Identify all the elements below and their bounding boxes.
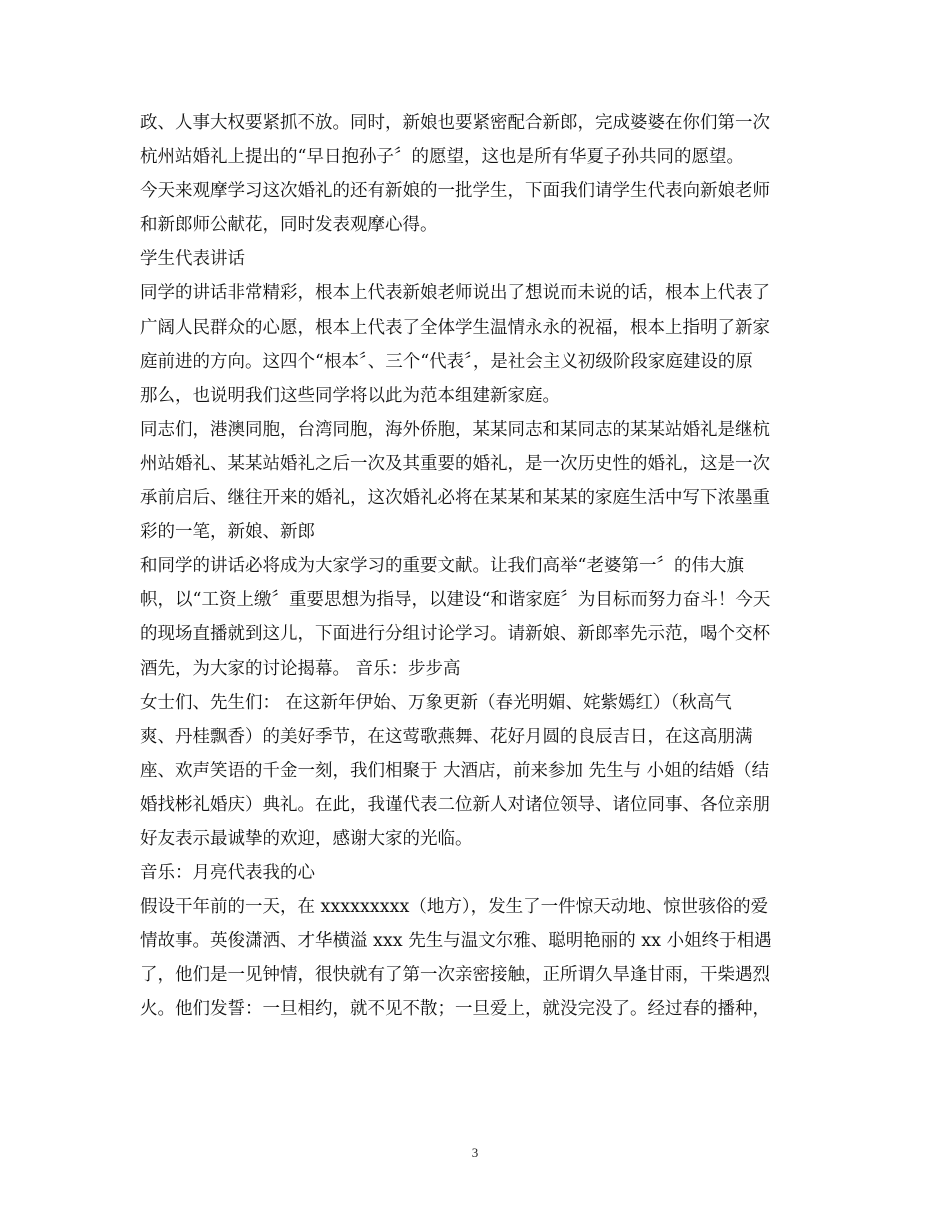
text-line: 和新郎师公献花，同时发表观摩心得。: [140, 215, 438, 236]
body-text: [140, 106, 830, 1027]
text-line: 广阔人民群众的心愿，根本上代表了全体学生温情永永的祝福，根本上指明了新家: [140, 317, 770, 338]
text-line: 爽、丹桂飘香）的美好季节，在这莺歌燕舞、花好月圆的良辰吉日，在这高朋满: [140, 726, 753, 747]
text-line: 同学的讲话非常精彩，根本上代表新娘老师说出了想说而未说的话，根本上代表了: [140, 283, 770, 304]
text-line: 了，他们是一见钟情，很快就有了第一次亲密接触，正所谓久旱逢甘雨，干柴遇烈: [140, 965, 770, 986]
text-line: 婚找彬礼婚庆）典礼。在此，我谨代表二位新人对诸位领导、诸位同事、各位亲朋: [140, 794, 770, 815]
text-line: 政、人事大权要紧抓不放。同时，新娘也要紧密配合新郎，完成婆婆在你们第一次: [140, 113, 770, 133]
text-line: 火。他们发誓：一旦相约，就不见不散；一旦爱上，就没完没了。经过春的播种，: [140, 999, 770, 1020]
text-line: 女士们、先生们： 在这新年伊始、万象更新（春光明媚、姹紫嫣红）（秋高气: [140, 692, 732, 713]
text-line: 帜，以“工资上缴〞重要思想为指导，以建设“和谐家庭〞为目标而努力奋斗！今天: [140, 590, 771, 611]
text-line: 的现场直播就到这儿，下面进行分组讨论学习。请新娘、新郎率先示范，喝个交杯: [140, 624, 770, 645]
text-line: 座、欢声笑语的千金一刻，我们相聚于 大酒店，前来参加 先生与 小姐的结婚（结: [140, 760, 770, 781]
text-line: 好友表示最诚挚的欢迎，感谢大家的光临。: [140, 828, 473, 849]
text-line: 同志们，港澳同胞，台湾同胞，海外侨胞，某某同志和某同志的某某站婚礼是继杭: [140, 419, 770, 440]
text-line: 和同学的讲话必将成为大家学习的重要文献。让我们高举“老婆第一〞的伟大旗: [140, 556, 744, 577]
text-line: 今天来观摩学习这次婚礼的还有新娘的一批学生，下面我们请学生代表向新娘老师: [140, 181, 770, 202]
text-line: 杭州站婚礼上提出的“早日抱孙子〞的愿望，这也是所有华夏子孙共同的愿望。: [140, 147, 744, 168]
page-number: 3: [471, 1145, 479, 1160]
text-line: 承前启后、继往开来的婚礼，这次婚礼必将在某某和某某的家庭生活中写下浓墨重: [140, 488, 770, 509]
text-line: 彩的一笔，新娘、新郎: [140, 522, 315, 543]
text-line: 那么，也说明我们这些同学将以此为范本组建新家庭。: [140, 385, 560, 406]
text-line: 假设干年前的一天，在 xxxxxxxxx（地方），发生了一件惊天动地、惊世骇俗的爱: [140, 897, 769, 918]
text-line: 音乐：月亮代表我的心: [140, 863, 315, 884]
text-line: 学生代表讲话: [140, 249, 245, 270]
text-line: 酒先，为大家的讨论揭幕。 音乐：步步高: [140, 658, 461, 679]
text-line: 情故事。英俊潇洒、才华横溢 xxx 先生与温文尔雅、聪明艳丽的 xx 小姐终于相遇: [140, 931, 772, 952]
text-line: 庭前进的方向。这四个“根本〞、三个“代表〞，是社会主义初级阶段家庭建设的原: [140, 351, 753, 372]
text-line: 州站婚礼、某某站婚礼之后一次及其重要的婚礼，是一次历史性的婚礼，这是一次: [140, 453, 770, 474]
